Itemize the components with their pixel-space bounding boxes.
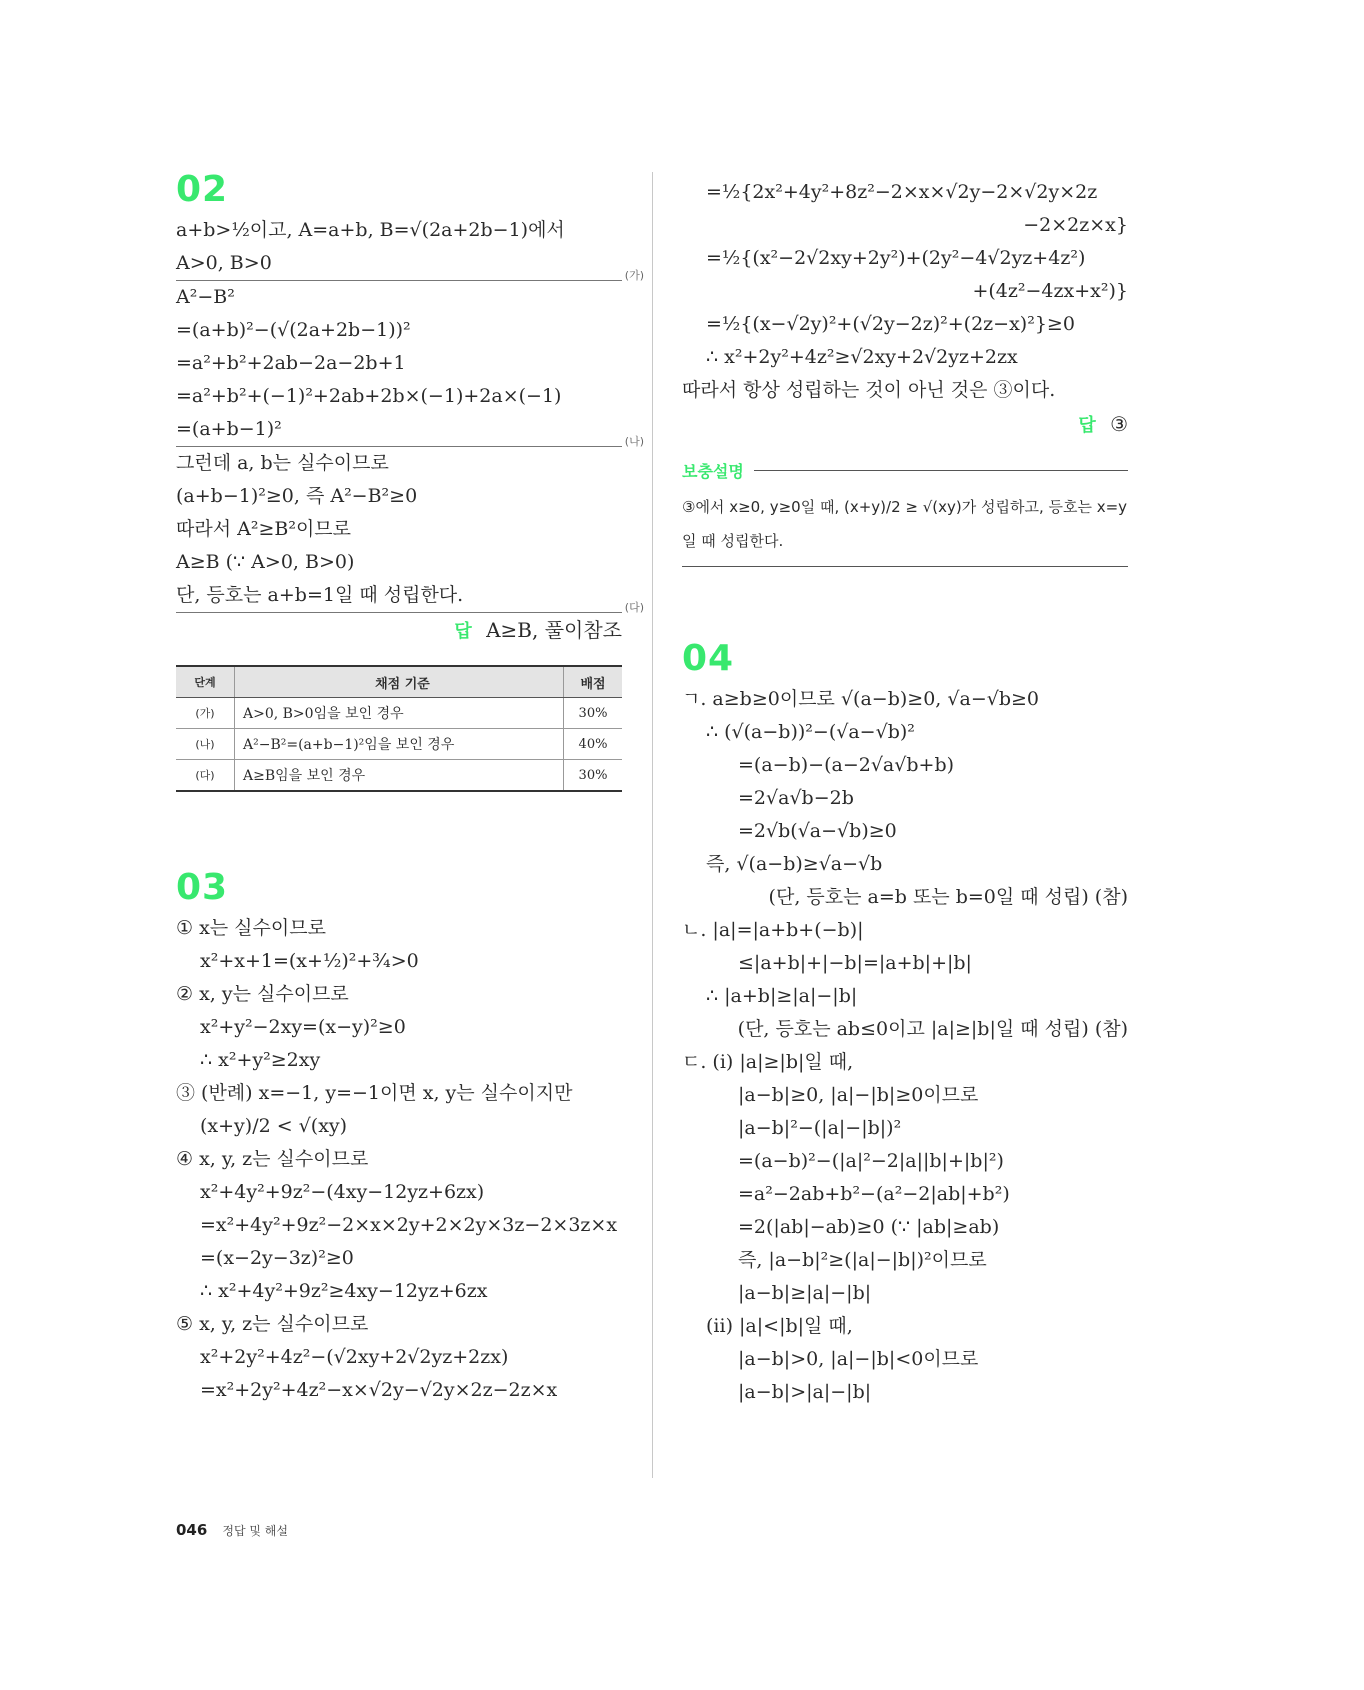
table-cell: 40% xyxy=(564,729,623,760)
solution-text: =(a+b−1)² xyxy=(176,418,282,440)
solution-line: ∴ x²+2y²+4z²≥√2xy+2√2yz+2zx xyxy=(706,346,1018,368)
solution-line: ≤|a+b|+|−b|=|a+b|+|b| xyxy=(738,952,972,974)
solution-line: =(a−b)−(a−2√a√b+b) xyxy=(738,754,955,776)
solution-line: 즉, √(a−b)≥√a−√b xyxy=(706,853,883,875)
solution-line: x²+x+1=(x+½)²+¾>0 xyxy=(200,950,419,972)
solution-line: ② x, y는 실수이므로 xyxy=(176,983,349,1005)
solution-line: +(4z²−4zx+x²)} xyxy=(972,280,1128,302)
problem-number-03: 03 xyxy=(176,867,229,908)
solution-line: |a−b|≥|a|−|b| xyxy=(738,1282,872,1304)
left-column xyxy=(176,169,644,1407)
supplement-line: 일 때 성립한다. xyxy=(682,532,784,550)
solution-line: a+b>½이고, A=a+b, B=√(2a+2b−1)에서 xyxy=(176,219,565,241)
supplement-header xyxy=(682,459,1128,482)
solution-line: =½{(x−√2y)²+(√2y−2z)²+(2z−x)²}≥0 xyxy=(706,313,1075,335)
answer-value: ③ xyxy=(1110,412,1128,436)
solution-line: x²+4y²+9z²−(4xy−12yz+6zx) xyxy=(200,1181,485,1203)
solution-line: 그런데 a, b는 실수이므로 xyxy=(176,452,389,474)
solution-text: 단, 등호는 a+b=1일 때 성립한다. xyxy=(176,584,464,606)
solution-line: |a−b|>0, |a|−|b|<0이므로 xyxy=(738,1348,979,1370)
solution-line: ③ (반례) x=−1, y=−1이면 x, y는 실수이지만 xyxy=(176,1082,573,1104)
page-footer xyxy=(176,1520,288,1539)
solution-line: |a−b|≥0, |a|−|b|≥0이므로 xyxy=(738,1084,979,1106)
solution-line: =(a+b)²−(√(2a+2b−1))² xyxy=(176,319,411,341)
table-cell: 30% xyxy=(564,760,623,792)
answer-label: 답 xyxy=(454,621,472,642)
page-number: 046 xyxy=(176,1521,208,1539)
solution-line: (단, 등호는 ab≤0이고 |a|≥|b|일 때 성립) (참) xyxy=(737,1018,1128,1040)
table-cell: (가) xyxy=(176,698,235,729)
supplement-body xyxy=(682,482,1128,567)
solution-line: =a²−2ab+b²−(a²−2|ab|+b²) xyxy=(738,1183,1010,1205)
grading-table xyxy=(176,665,622,792)
solution-line: ∴ (√(a−b))²−(√a−√b)² xyxy=(706,721,915,743)
step-tag-da: (다) xyxy=(624,601,644,614)
solution-line: −2×2z×x} xyxy=(1023,214,1128,236)
table-header-row xyxy=(176,666,622,698)
solution-line: ∴ |a+b|≥|a|−|b| xyxy=(706,985,858,1007)
solution-line: x²+2y²+4z²−(√2xy+2√2yz+2zx) xyxy=(200,1346,509,1368)
solution-line: =½{2x²+4y²+8z²−2×x×√2y−2×√2y×2z xyxy=(706,181,1098,203)
solution-line: ∴ x²+y²≥2xy xyxy=(200,1049,321,1071)
answer-value: A≥B, 풀이참조 xyxy=(486,618,622,642)
supplement-line: ③에서 x≥0, y≥0일 때, (x+y)/2 ≥ √(xy)가 성립하고, 등호는 x=y xyxy=(682,498,1128,516)
answer-line xyxy=(176,613,622,649)
solution-line: ㄴ. |a|=|a+b+(−b)| xyxy=(682,919,864,941)
table-cell: 30% xyxy=(564,698,623,729)
solution-line: =2√a√b−2b xyxy=(738,787,854,809)
solution-line: =½{(x²−2√2xy+2y²)+(2y²−4√2yz+4z²) xyxy=(706,247,1086,269)
table-cell: A²−B²=(a+b−1)²임을 보인 경우 xyxy=(235,729,564,760)
solution-line: (ii) |a|<|b|일 때, xyxy=(706,1315,853,1337)
table-cell: (다) xyxy=(176,760,235,792)
table-cell: (나) xyxy=(176,729,235,760)
solution-line: ⑤ x, y, z는 실수이므로 xyxy=(176,1313,369,1335)
table-row xyxy=(176,760,622,792)
solution-line: =(x−2y−3z)²≥0 xyxy=(200,1247,354,1269)
supplement-rule xyxy=(754,470,1128,471)
supplement-title: 보충설명 xyxy=(682,462,744,481)
solution-line: |a−b|²−(|a|−|b|)² xyxy=(738,1117,902,1139)
solution-line: =(a−b)²−(|a|²−2|a||b|+|b|²) xyxy=(738,1150,1004,1172)
step-tag-ga: (가) xyxy=(624,269,644,282)
solution-line: ① x는 실수이므로 xyxy=(176,917,326,939)
answer-label: 답 xyxy=(1078,415,1096,436)
footer-title: 정답 및 해설 xyxy=(222,1524,288,1538)
table-row xyxy=(176,729,622,760)
solution-line: 따라서 A²≥B²이므로 xyxy=(176,518,352,540)
solution-line: =x²+4y²+9z²−2×x×2y+2×2y×3z−2×3z×x xyxy=(200,1214,618,1236)
table-row xyxy=(176,698,622,729)
solution-line: =a²+b²+2ab−2a−2b+1 xyxy=(176,352,406,374)
solution-line-step-da xyxy=(176,579,644,614)
solution-line: ④ x, y, z는 실수이므로 xyxy=(176,1148,369,1170)
solution-line: 따라서 항상 성립하는 것이 아닌 것은 ③이다. xyxy=(682,379,1056,401)
solution-line: (a+b−1)²≥0, 즉 A²−B²≥0 xyxy=(176,485,418,507)
solution-line: (단, 등호는 a=b 또는 b=0일 때 성립) (참) xyxy=(768,886,1128,908)
solution-line: 즉, |a−b|²≥(|a|−|b|)²이므로 xyxy=(738,1249,987,1271)
solution-line-step-ga xyxy=(176,247,644,282)
solution-line: =a²+b²+(−1)²+2ab+2b×(−1)+2a×(−1) xyxy=(176,385,562,407)
problem-number-02: 02 xyxy=(176,169,229,210)
right-column xyxy=(682,176,1128,1409)
solution-line: =x²+2y²+4z²−x×√2y−√2y×2z−2z×x xyxy=(200,1379,558,1401)
table-header: 채점 기준 xyxy=(235,666,564,698)
solution-line: A≥B (∵ A>0, B>0) xyxy=(176,551,355,573)
step-tag-na: (나) xyxy=(624,435,644,448)
solution-line: x²+y²−2xy=(x−y)²≥0 xyxy=(200,1016,406,1038)
solution-line: ㄱ. a≥b≥0이므로 √(a−b)≥0, √a−√b≥0 xyxy=(682,688,1040,710)
solution-line: =2√b(√a−√b)≥0 xyxy=(738,820,897,842)
table-header: 배점 xyxy=(564,666,623,698)
solution-line: (x+y)/2 < √(xy) xyxy=(200,1115,348,1137)
solution-text: A>0, B>0 xyxy=(176,252,272,274)
table-cell: A≥B임을 보인 경우 xyxy=(235,760,564,792)
column-divider xyxy=(652,172,653,1478)
solution-line: |a−b|>|a|−|b| xyxy=(738,1381,872,1403)
problem-number-04: 04 xyxy=(682,638,735,679)
solution-line: A²−B² xyxy=(176,286,235,308)
table-header: 단계 xyxy=(176,666,235,698)
answer-line xyxy=(682,407,1128,443)
solution-line: =2(|ab|−ab)≥0 (∵ |ab|≥ab) xyxy=(738,1216,1000,1238)
solution-line: ㄷ. (i) |a|≥|b|일 때, xyxy=(682,1051,854,1073)
table-cell: A>0, B>0임을 보인 경우 xyxy=(235,698,564,729)
solution-line-step-na xyxy=(176,413,644,448)
solution-line: ∴ x²+4y²+9z²≥4xy−12yz+6zx xyxy=(200,1280,488,1302)
